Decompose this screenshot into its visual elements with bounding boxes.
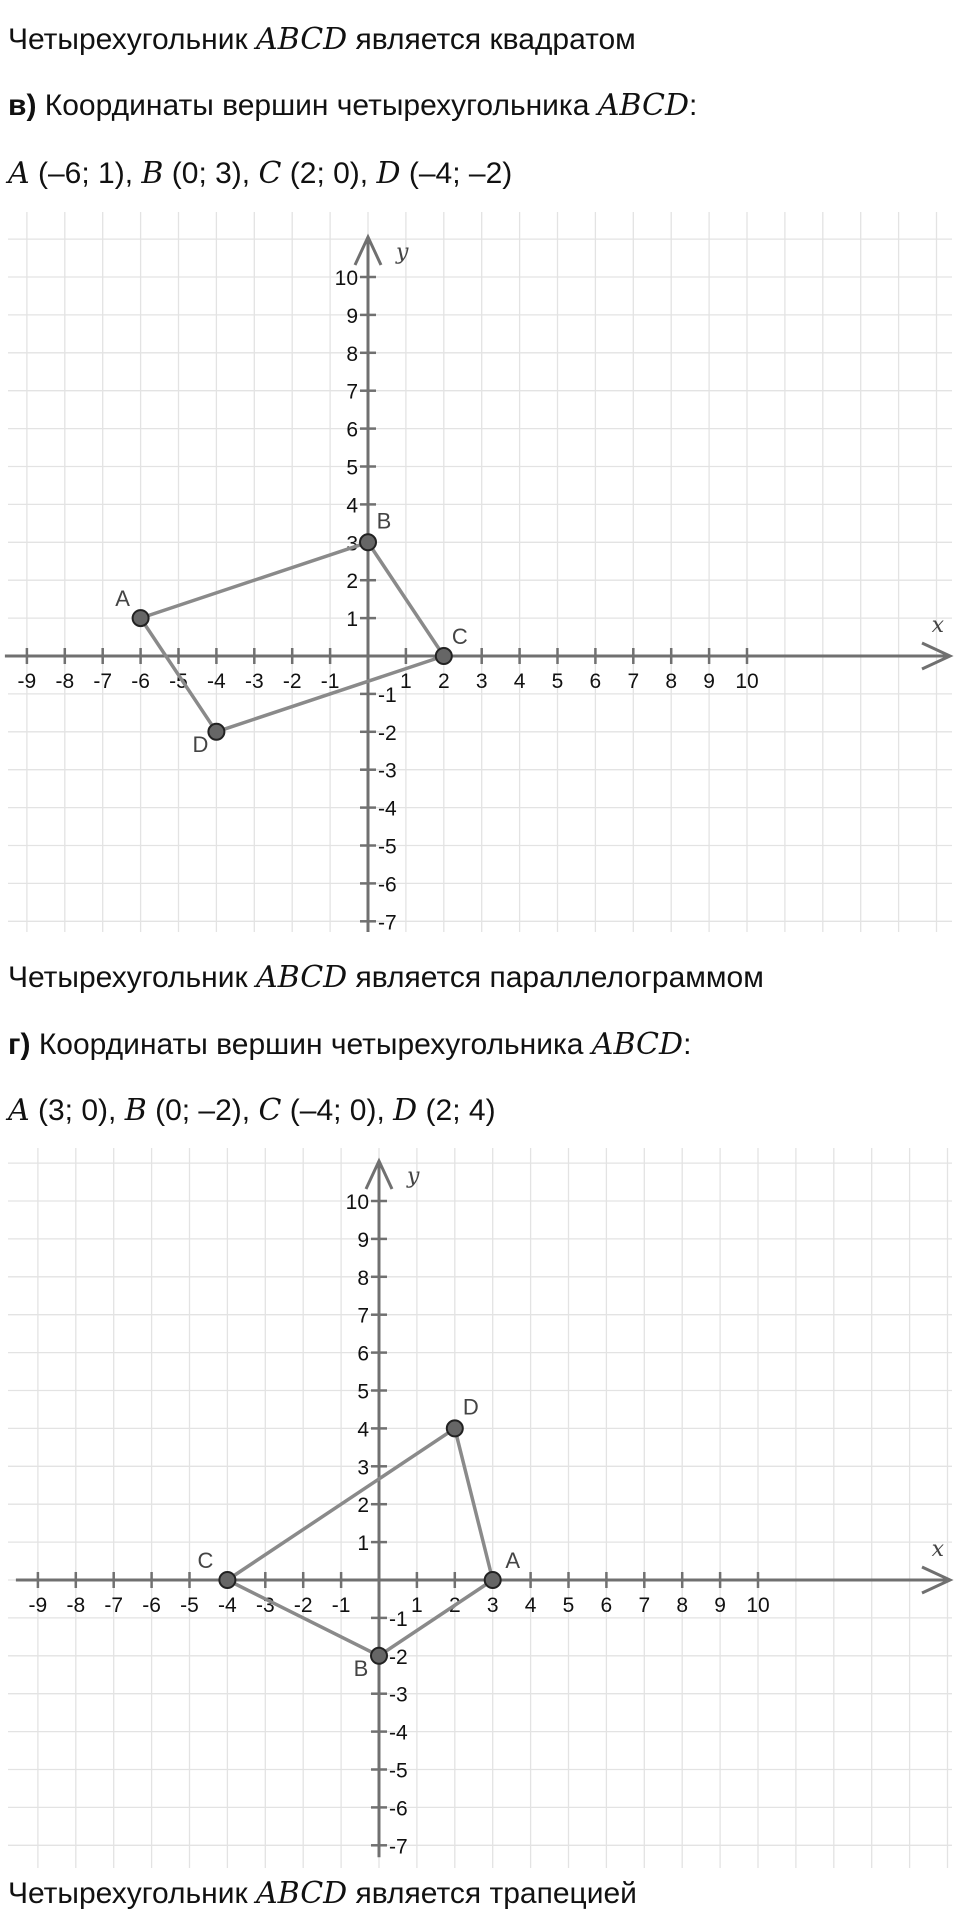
coords-v [8,156,512,192]
x-tick-label: 1 [400,670,412,693]
vertex-point-b [360,534,376,550]
y-tick-label: -6 [389,1797,408,1821]
vertex-label-d: D [462,1394,479,1420]
vertex-b-name: B [141,156,164,191]
vertex-d-name: D [376,156,401,191]
vertex-point-d [447,1420,463,1436]
vertex-point-c [436,648,452,664]
x-tick-label: -4 [218,1594,237,1617]
y-tick-label: -2 [389,1645,408,1669]
x-tick-label: -5 [180,1594,199,1617]
task-text: Координаты вершин четырехугольника [30,1028,592,1061]
y-tick-label: -6 [378,873,397,897]
statement-prefix: Четырехугольник [8,961,256,994]
y-tick-label: 1 [357,1532,369,1556]
vertex-point-c [219,1572,235,1588]
statement-parallelogram [8,960,764,996]
statement-trapezoid [8,1876,637,1912]
x-tick-label: -1 [320,670,340,693]
vertex-c-name: C [258,156,282,191]
x-tick-label: -8 [66,1594,86,1617]
grid-lines [8,212,952,932]
coordinate-plane-g [0,1148,960,1868]
y-tick-label: 7 [357,1304,369,1328]
x-tick-label: 2 [437,670,450,693]
y-tick-label: 2 [346,570,358,594]
x-tick-label: -2 [282,670,302,693]
vertex-point-b [371,1648,387,1664]
y-tick-label: -5 [389,1759,408,1783]
statement-suffix: является параллелограммом [347,961,764,994]
x-tick-label: 5 [551,670,564,693]
vertex-label-a: A [115,586,130,612]
y-tick-label: -5 [378,835,397,859]
x-tick-label: 7 [627,670,640,693]
vertex-point-a [485,1572,501,1588]
y-tick-label: 5 [357,1380,369,1404]
y-tick-label: 2 [357,1494,369,1518]
x-tick-label: 6 [600,1594,613,1617]
y-tick-label: 5 [346,456,358,480]
y-tick-label: 6 [346,418,358,442]
y-tick-label: -1 [378,683,397,707]
y-tick-label: -3 [378,759,397,783]
x-axis-label: x [931,1537,944,1562]
vertex-a-name: A [8,156,30,191]
y-tick-label: 6 [357,1342,369,1366]
y-tick-label: -4 [378,797,397,821]
quadrilateral-name: ABCD [255,1876,348,1911]
x-tick-label: -6 [131,670,150,693]
x-tick-label: 10 [735,670,759,693]
y-tick-label: 9 [346,304,358,328]
vertex-label-b: B [353,1655,369,1681]
vertex-label-b: B [376,508,392,534]
vertex-d-name: D [393,1093,418,1128]
x-tick-label: 8 [676,1594,689,1617]
y-tick-label: 3 [357,1456,369,1480]
x-tick-label: 4 [513,670,526,693]
y-tick-label: 8 [346,342,358,366]
x-tick-label: -3 [244,670,264,693]
vertex-c-name: C [258,1093,282,1128]
vertex-point-d [208,724,224,740]
x-tick-label: -7 [93,670,113,693]
x-tick-label: 2 [448,1594,461,1617]
vertex-b-name: B [124,1093,147,1128]
x-tick-label: 10 [746,1594,770,1617]
x-tick-label: 5 [562,1594,575,1617]
coordinate-plane-svg [0,1148,960,1868]
task-letter: г) [8,1028,31,1061]
y-tick-label: 4 [357,1418,369,1442]
y-tick-label: 8 [357,1266,369,1290]
vertex-d-coord: (–4; –2) [400,157,513,190]
vertex-label-d: D [192,731,209,757]
x-tick-label: -1 [331,1594,351,1617]
vertex-b-coord: (0; –2), [146,1094,259,1127]
x-tick-label: -2 [293,1594,313,1617]
y-tick-label: -7 [389,1835,408,1859]
vertex-c-coord: (2; 0), [281,157,377,190]
task-colon: : [683,1028,692,1061]
y-axis-label: y [407,1164,420,1189]
task-letter: в) [8,89,37,122]
quadrilateral-name: ABCD [255,22,348,57]
y-tick-label: -1 [389,1607,408,1631]
y-tick-label: 4 [346,494,358,518]
y-tick-label: 7 [346,380,358,404]
coordinate-plane-svg [0,212,960,932]
coordinate-plane-v [0,212,960,932]
x-tick-label: -4 [207,670,226,693]
x-tick-label: -9 [17,670,37,693]
x-tick-label: 1 [411,1594,423,1617]
quadrilateral-name: ABCD [255,960,348,995]
y-tick-label: 3 [346,532,358,556]
y-axis-label: y [396,240,409,265]
vertex-label-c: C [197,1548,214,1573]
quadrilateral-name: ABCD [591,1027,684,1062]
x-tick-label: 7 [638,1594,651,1617]
x-tick-label: -6 [142,1594,161,1617]
statement-square [8,22,636,58]
task-g-heading [8,1027,691,1063]
task-v-heading [8,88,697,124]
x-tick-label: -7 [104,1594,124,1617]
x-axis-label: x [931,613,944,638]
task-colon: : [689,89,698,122]
x-tick-label: -9 [28,1594,48,1617]
vertex-a-coord: (3; 0), [29,1094,125,1127]
x-tick-label: -3 [255,1594,275,1617]
y-tick-label: 1 [346,608,358,632]
quadrilateral-name: ABCD [597,88,689,123]
vertex-b-coord: (0; 3), [163,157,259,190]
x-tick-label: 9 [703,670,715,693]
vertex-label-c: C [451,624,468,649]
y-tick-label: -3 [389,1683,408,1707]
x-tick-label: 6 [589,670,602,693]
vertex-point-a [133,610,149,626]
vertex-label-a: A [505,1548,521,1573]
y-tick-label: -7 [378,911,397,932]
task-text: Координаты вершин четырехугольника [36,89,598,122]
x-tick-label: 3 [486,1594,499,1617]
statement-prefix: Четырехугольник [8,1877,256,1910]
y-tick-label: -4 [389,1721,408,1745]
vertex-a-name: A [8,1093,30,1128]
x-tick-label: -5 [169,670,188,693]
statement-suffix: является трапецией [347,1877,637,1910]
x-tick-label: 3 [475,670,488,693]
grid-lines [8,1148,952,1868]
y-tick-label: 9 [357,1228,369,1252]
coords-g [8,1093,496,1129]
y-tick-label: 10 [345,1191,369,1214]
vertex-d-coord: (2; 4) [417,1094,496,1127]
x-tick-label: 8 [665,670,678,693]
y-tick-label: 10 [334,267,358,290]
x-tick-label: 9 [714,1594,726,1617]
x-tick-label: -8 [55,670,75,693]
vertex-a-coord: (–6; 1), [29,157,142,190]
y-tick-label: -2 [378,721,397,745]
statement-prefix: Четырехугольник [8,23,256,56]
vertex-c-coord: (–4; 0), [281,1094,394,1127]
statement-suffix: является квадратом [347,23,636,56]
x-tick-label: 4 [524,1594,537,1617]
